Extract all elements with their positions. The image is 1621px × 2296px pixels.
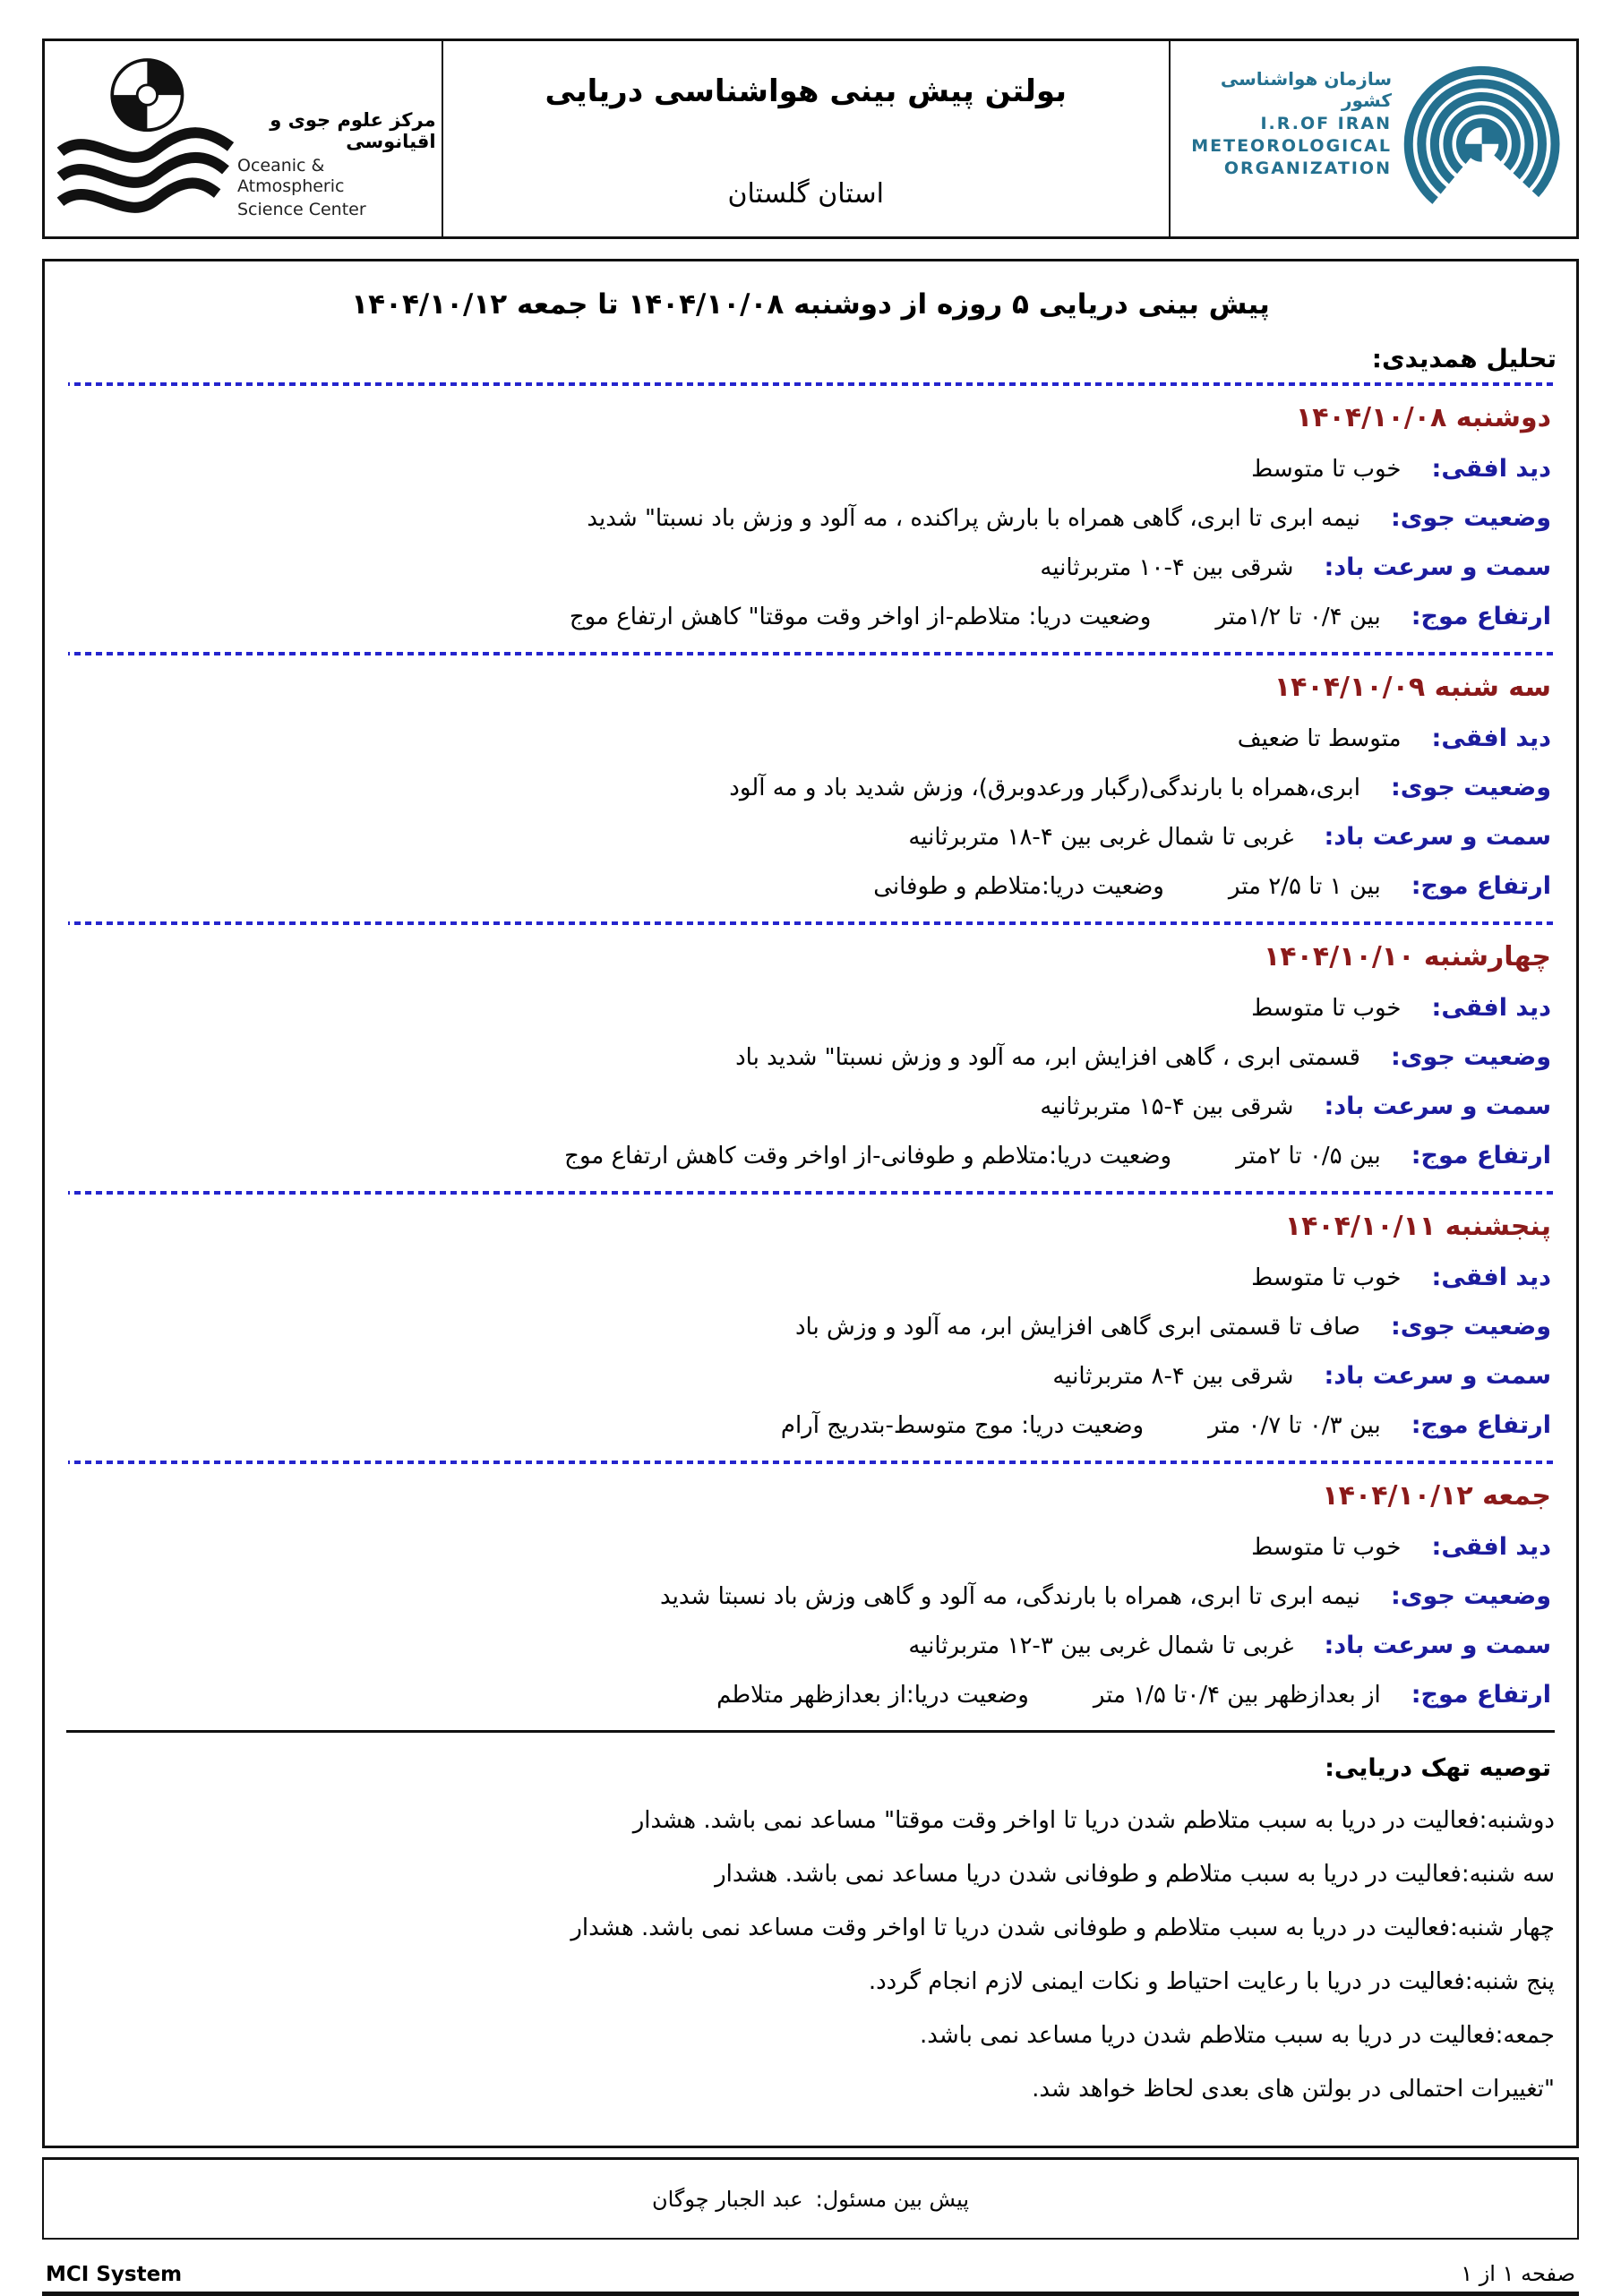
wave-label: ارتفاع موج: xyxy=(1411,1681,1551,1709)
visibility-row xyxy=(64,724,1551,752)
footer-page-number: صفحه ۱ از ۱ xyxy=(1461,2261,1575,2286)
wind-label: سمت و سرعت باد: xyxy=(1324,1362,1551,1390)
weather-row xyxy=(64,504,1551,532)
weather-row xyxy=(64,1313,1551,1341)
bulletin-org-title: بولتن پیش بینی هواشناسی دریایی xyxy=(545,73,1067,109)
weather-value: نیمه ابری تا ابری، همراه با بارندگی، مه آلود و گاهی وزش باد نسبتا شدید xyxy=(659,1583,1360,1610)
header xyxy=(42,39,1579,239)
wind-label: سمت و سرعت باد: xyxy=(1324,1632,1551,1659)
day-heading: چهارشنبه ۱۴۰۴/۱۰/۱۰ xyxy=(1264,941,1551,972)
irimo-name-en-line2: METEOROLOGICAL xyxy=(1191,136,1392,156)
irimo-spiral-icon xyxy=(1397,54,1560,229)
irimo-logo-text xyxy=(1178,68,1392,178)
wind-row xyxy=(64,553,1551,581)
sea-state-value: وضعیت دریا:متلاطم و طوفانی-از اواخر وقت کاهش ارتفاع موج xyxy=(564,1143,1172,1169)
weather-value: صاف تا قسمتی ابری گاهی افزایش ابر، مه آلود و وزش باد xyxy=(794,1314,1360,1341)
sea-state-value: وضعیت دریا:متلاطم و طوفانی xyxy=(873,873,1164,900)
wave-height-value: از بعدازظهر بین ۰/۴تا ۱/۵ متر xyxy=(1093,1682,1381,1709)
wind-label: سمت و سرعت باد: xyxy=(1324,1092,1551,1120)
oasc-name-fa: مرکز علوم جوی و اقیانوسی xyxy=(270,108,436,152)
oasc-name-en-line2: Science Center xyxy=(237,200,366,220)
day-heading: سه شنبه ۱۴۰۴/۱۰/۰۹ xyxy=(1274,672,1551,703)
visibility-row xyxy=(64,1533,1551,1561)
wave-label: ارتفاع موج: xyxy=(1411,1411,1551,1439)
dotted-separator xyxy=(68,1461,1553,1464)
visibility-value: خوب تا متوسط xyxy=(1251,1534,1402,1561)
forecast-box xyxy=(42,259,1579,2148)
advice-line-changes-note: "تغییرات احتمالی در بولتن های بعدی لحاظ خواهد شد. xyxy=(1032,2076,1555,2103)
oasc-logo-icon xyxy=(54,49,237,228)
header-title-cell xyxy=(443,41,1171,236)
visibility-value: خوب تا متوسط xyxy=(1251,1264,1402,1291)
visibility-label: دید افقی: xyxy=(1431,724,1551,752)
sea-state-value: وضعیت دریا: متلاطم-از اواخر وقت موقتا" کاهش ارتفاع موج xyxy=(569,604,1152,630)
wind-value: شرقی بین ۴-۱۰ متربرثانیه xyxy=(1040,554,1294,581)
weather-value: نیمه ابری تا ابری، گاهی همراه با بارش پراکنده ، مه آلود و وزش باد نسبتا" شدید xyxy=(587,505,1360,532)
visibility-row xyxy=(64,455,1551,483)
dotted-separator xyxy=(68,921,1553,925)
wave-label: ارتفاع موج: xyxy=(1411,872,1551,900)
section-divider xyxy=(66,1730,1555,1733)
wave-height-value: بین ۱ تا ۲/۵ متر xyxy=(1228,873,1381,900)
dotted-separator xyxy=(68,1191,1553,1195)
sea-state-value: وضعیت دریا:از بعدازظهر متلاطم xyxy=(716,1682,1029,1709)
synoptic-analysis-label: تحلیل همدیدی: xyxy=(1371,344,1557,373)
wind-value: غربی تا شمال غربی بین ۳-۱۲ متربرثانیه xyxy=(908,1632,1294,1659)
irimo-logo-cell xyxy=(1171,41,1576,236)
day-block-wednesday xyxy=(64,941,1557,1169)
province-subtitle: استان گلستان xyxy=(727,178,884,210)
wave-height-value: بین ۰/۳ تا ۰/۷ متر xyxy=(1208,1412,1381,1439)
wind-row xyxy=(64,1092,1551,1120)
marine-advice-heading: توصیه تهک دریایی: xyxy=(1325,1754,1551,1782)
day-heading: دوشنبه ۱۴۰۴/۱۰/۰۸ xyxy=(1295,402,1551,433)
weather-row xyxy=(64,1043,1551,1071)
wave-row xyxy=(64,1411,1551,1439)
irimo-name-en-line3: ORGANIZATION xyxy=(1223,158,1392,178)
advice-line-tuesday: سه شنبه:فعالیت در دریا به سبب متلاطم و طوفانی شدن دریا مساعد نمی باشد. هشدار xyxy=(715,1861,1555,1888)
visibility-value: خوب تا متوسط xyxy=(1251,456,1402,483)
wind-row xyxy=(64,823,1551,851)
signature-box xyxy=(42,2157,1579,2240)
dotted-separator xyxy=(68,382,1553,386)
oasc-logo-cell xyxy=(45,41,443,236)
wave-row xyxy=(64,603,1551,630)
page-footer xyxy=(42,2261,1579,2286)
weather-row xyxy=(64,1582,1551,1610)
day-heading: پنجشنبه ۱۴۰۴/۱۰/۱۱ xyxy=(1284,1211,1551,1242)
visibility-row xyxy=(64,1264,1551,1291)
oasc-logo-text xyxy=(237,109,436,220)
irimo-name-en-line1: I.R.OF IRAN xyxy=(1260,114,1392,133)
forecaster-name: عبد الجبار چوگان xyxy=(651,2186,803,2212)
wind-row xyxy=(64,1362,1551,1390)
weather-label: وضعیت جوی: xyxy=(1390,1043,1551,1071)
advice-line-wednesday: چهار شنبه:فعالیت در دریا به سبب متلاطم و طوفانی شدن دریا تا اواخر وقت مساعد نمی باشد. هشدار xyxy=(570,1915,1555,1941)
wind-value: شرقی بین ۴-۱۵ متربرثانیه xyxy=(1040,1093,1294,1120)
weather-value: ابری،همراه با بارندگی(رگبار ورعدوبرق)، وزش شدید باد و مه آلود xyxy=(729,775,1360,801)
advice-line-friday: جمعه:فعالیت در دریا به سبب متلاطم شدن دریا مساعد نمی باشد. xyxy=(919,2022,1555,2049)
weather-row xyxy=(64,774,1551,801)
day-block-monday xyxy=(64,402,1557,630)
day-heading: جمعه ۱۴۰۴/۱۰/۱۲ xyxy=(1322,1480,1551,1512)
wind-value: غربی تا شمال غربی بین ۴-۱۸ متربرثانیه xyxy=(908,824,1294,851)
wave-row xyxy=(64,1681,1551,1709)
visibility-value: خوب تا متوسط xyxy=(1251,995,1402,1022)
bulletin-title: پیش بینی دریایی ۵ روزه از دوشنبه ۱۴۰۴/۱۰/۰۸ تا جمعه ۱۴۰۴/۱۰/۱۲ xyxy=(351,288,1270,321)
wind-row xyxy=(64,1632,1551,1659)
wave-height-value: بین ۰/۵ تا ۲متر xyxy=(1236,1143,1381,1169)
wave-row xyxy=(64,872,1551,900)
visibility-value: متوسط تا ضعیف xyxy=(1237,725,1402,752)
wind-label: سمت و سرعت باد: xyxy=(1324,553,1551,581)
wind-label: سمت و سرعت باد: xyxy=(1324,823,1551,851)
dotted-separator xyxy=(68,652,1553,655)
day-block-tuesday xyxy=(64,672,1557,900)
weather-label: وضعیت جوی: xyxy=(1390,774,1551,801)
oasc-name-en-line1: Oceanic & Atmospheric xyxy=(237,155,345,196)
visibility-row xyxy=(64,994,1551,1022)
footer-system-name: MCI System xyxy=(46,2263,183,2286)
wave-label: ارتفاع موج: xyxy=(1411,1142,1551,1169)
wind-value: شرقی بین ۴-۸ متربرثانیه xyxy=(1052,1363,1294,1390)
weather-label: وضعیت جوی: xyxy=(1390,1313,1551,1341)
wave-label: ارتفاع موج: xyxy=(1411,603,1551,630)
wave-row xyxy=(64,1142,1551,1169)
day-block-friday xyxy=(64,1480,1557,1709)
advice-line-monday: دوشنبه:فعالیت در دریا به سبب متلاطم شدن دریا تا اواخر وقت موقتا" مساعد نمی باشد. هشدار xyxy=(632,1807,1555,1834)
visibility-label: دید افقی: xyxy=(1431,1264,1551,1291)
irimo-name-fa: سازمان هواشناسی کشور xyxy=(1220,68,1392,111)
visibility-label: دید افقی: xyxy=(1431,1533,1551,1561)
advice-line-thursday: پنج شنبه:فعالیت در دریا با رعایت احتیاط و نکات ایمنی لازم انجام گردد. xyxy=(868,1968,1555,1995)
weather-value: قسمتی ابری ، گاهی افزایش ابر، مه آلود و وزش نسبتا" شدید باد xyxy=(735,1044,1360,1071)
wave-height-value: بین ۰/۴ تا ۱/۲متر xyxy=(1215,604,1381,630)
sea-state-value: وضعیت دریا: موج متوسط-بتدریج آرام xyxy=(780,1412,1145,1439)
weather-label: وضعیت جوی: xyxy=(1390,504,1551,532)
forecaster-label: پیش بین مسئول: xyxy=(815,2186,970,2212)
visibility-label: دید افقی: xyxy=(1431,455,1551,483)
weather-label: وضعیت جوی: xyxy=(1390,1582,1551,1610)
day-block-thursday xyxy=(64,1211,1557,1439)
visibility-label: دید افقی: xyxy=(1431,994,1551,1022)
